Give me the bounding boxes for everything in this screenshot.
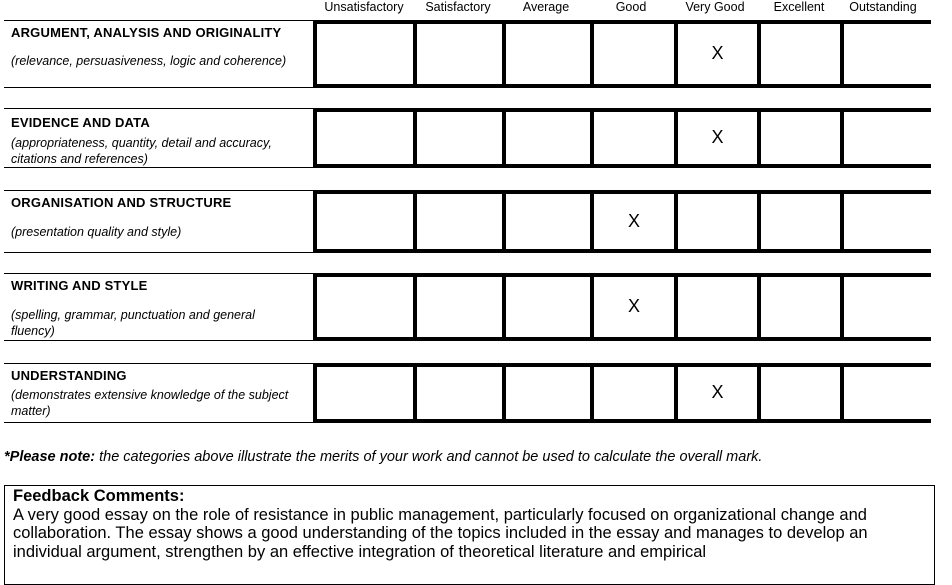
criterion-label <box>4 20 313 88</box>
note-text: the categories above illustrate the merits of your work and cannot be used to calculate the overall mark. <box>95 449 763 465</box>
grade-box-outstanding <box>844 112 931 164</box>
criterion-description: (appropriateness, quantity, detail and accuracy, citations and references) <box>11 136 272 166</box>
grade-header-excellent: Excellent <box>773 0 825 14</box>
grade-header-very-good: Very Good <box>685 0 745 14</box>
grade-mark: X <box>711 127 724 147</box>
grade-box-excellent <box>761 367 840 419</box>
grade-box-very-good <box>678 367 757 419</box>
criterion-label <box>4 273 313 341</box>
grade-box-row <box>313 363 931 423</box>
grade-box-unsatisfactory <box>317 194 413 249</box>
criterion-row <box>4 108 931 168</box>
grade-box-very-good <box>678 112 757 164</box>
grade-box-very-good <box>678 194 757 249</box>
grade-box-good <box>594 277 674 337</box>
criterion-title: ARGUMENT, ANALYSIS AND ORIGINALITY <box>11 25 282 40</box>
criterion-row <box>4 190 931 253</box>
grade-box-satisfactory <box>417 24 502 84</box>
criterion-description: (presentation quality and style) <box>11 225 182 239</box>
criterion-description: (demonstrates extensive knowledge of the subject matter) <box>11 388 289 418</box>
grade-box-very-good <box>678 24 757 84</box>
grade-box-unsatisfactory <box>317 24 413 84</box>
criterion-title: UNDERSTANDING <box>11 368 127 383</box>
grade-box-good <box>594 112 674 164</box>
grade-box-average <box>506 277 590 337</box>
grade-box-unsatisfactory <box>317 112 413 164</box>
grade-box-outstanding <box>844 367 931 419</box>
criterion-label <box>4 108 313 168</box>
criterion-row <box>4 20 931 88</box>
grade-header-good: Good <box>615 0 647 14</box>
grade-mark: X <box>627 211 640 231</box>
feedback-title: Feedback Comments: <box>13 487 185 505</box>
grade-box-good <box>594 367 674 419</box>
criterion-label <box>4 363 313 423</box>
grade-mark: X <box>711 382 724 402</box>
grade-box-good <box>594 194 674 249</box>
grade-mark: X <box>627 296 640 316</box>
grade-box-row <box>313 108 931 168</box>
feedback-body: A very good essay on the role of resistance in public management, particularly focused on organizational change and collaboration. The essay shows a good understanding of the topics included in the essay and manages to develop an individual argument, strengthen by an effective integration of theoretical literature and empirical <box>13 505 868 561</box>
note-prefix: *Please note: <box>4 449 96 465</box>
grade-box-satisfactory <box>417 194 502 249</box>
grade-box-average <box>506 367 590 419</box>
grade-box-average <box>506 194 590 249</box>
grade-box-satisfactory <box>417 277 502 337</box>
grade-box-outstanding <box>844 24 931 84</box>
grade-header-unsatisfactory: Unsatisfactory <box>324 0 404 14</box>
grade-header-average: Average <box>522 0 570 14</box>
grade-box-excellent <box>761 194 840 249</box>
grade-box-excellent <box>761 277 840 337</box>
criterion-title: EVIDENCE AND DATA <box>11 115 150 130</box>
grade-box-good <box>594 24 674 84</box>
criterion-row <box>4 273 931 341</box>
grade-box-average <box>506 24 590 84</box>
grade-box-very-good <box>678 277 757 337</box>
grade-box-row <box>313 20 931 88</box>
criterion-title: ORGANISATION AND STRUCTURE <box>11 195 232 210</box>
grade-box-row <box>313 273 931 341</box>
grade-box-outstanding <box>844 277 931 337</box>
criterion-description: (relevance, persuasiveness, logic and coherence) <box>11 54 287 68</box>
grade-box-excellent <box>761 112 840 164</box>
criterion-title: WRITING AND STYLE <box>11 278 148 293</box>
criterion-label <box>4 190 313 253</box>
grade-mark: X <box>711 43 724 63</box>
grade-box-satisfactory <box>417 367 502 419</box>
grade-box-excellent <box>761 24 840 84</box>
feedback-box <box>4 485 935 585</box>
grade-box-unsatisfactory <box>317 277 413 337</box>
grade-header-outstanding: Outstanding <box>849 0 917 14</box>
criterion-row <box>4 363 931 423</box>
note <box>4 449 762 465</box>
grade-box-outstanding <box>844 194 931 249</box>
grade-box-average <box>506 112 590 164</box>
grade-box-row <box>313 190 931 253</box>
grade-box-satisfactory <box>417 112 502 164</box>
criterion-description: (spelling, grammar, punctuation and general fluency) <box>11 308 255 338</box>
grade-box-unsatisfactory <box>317 367 413 419</box>
grade-header-satisfactory: Satisfactory <box>425 0 491 14</box>
